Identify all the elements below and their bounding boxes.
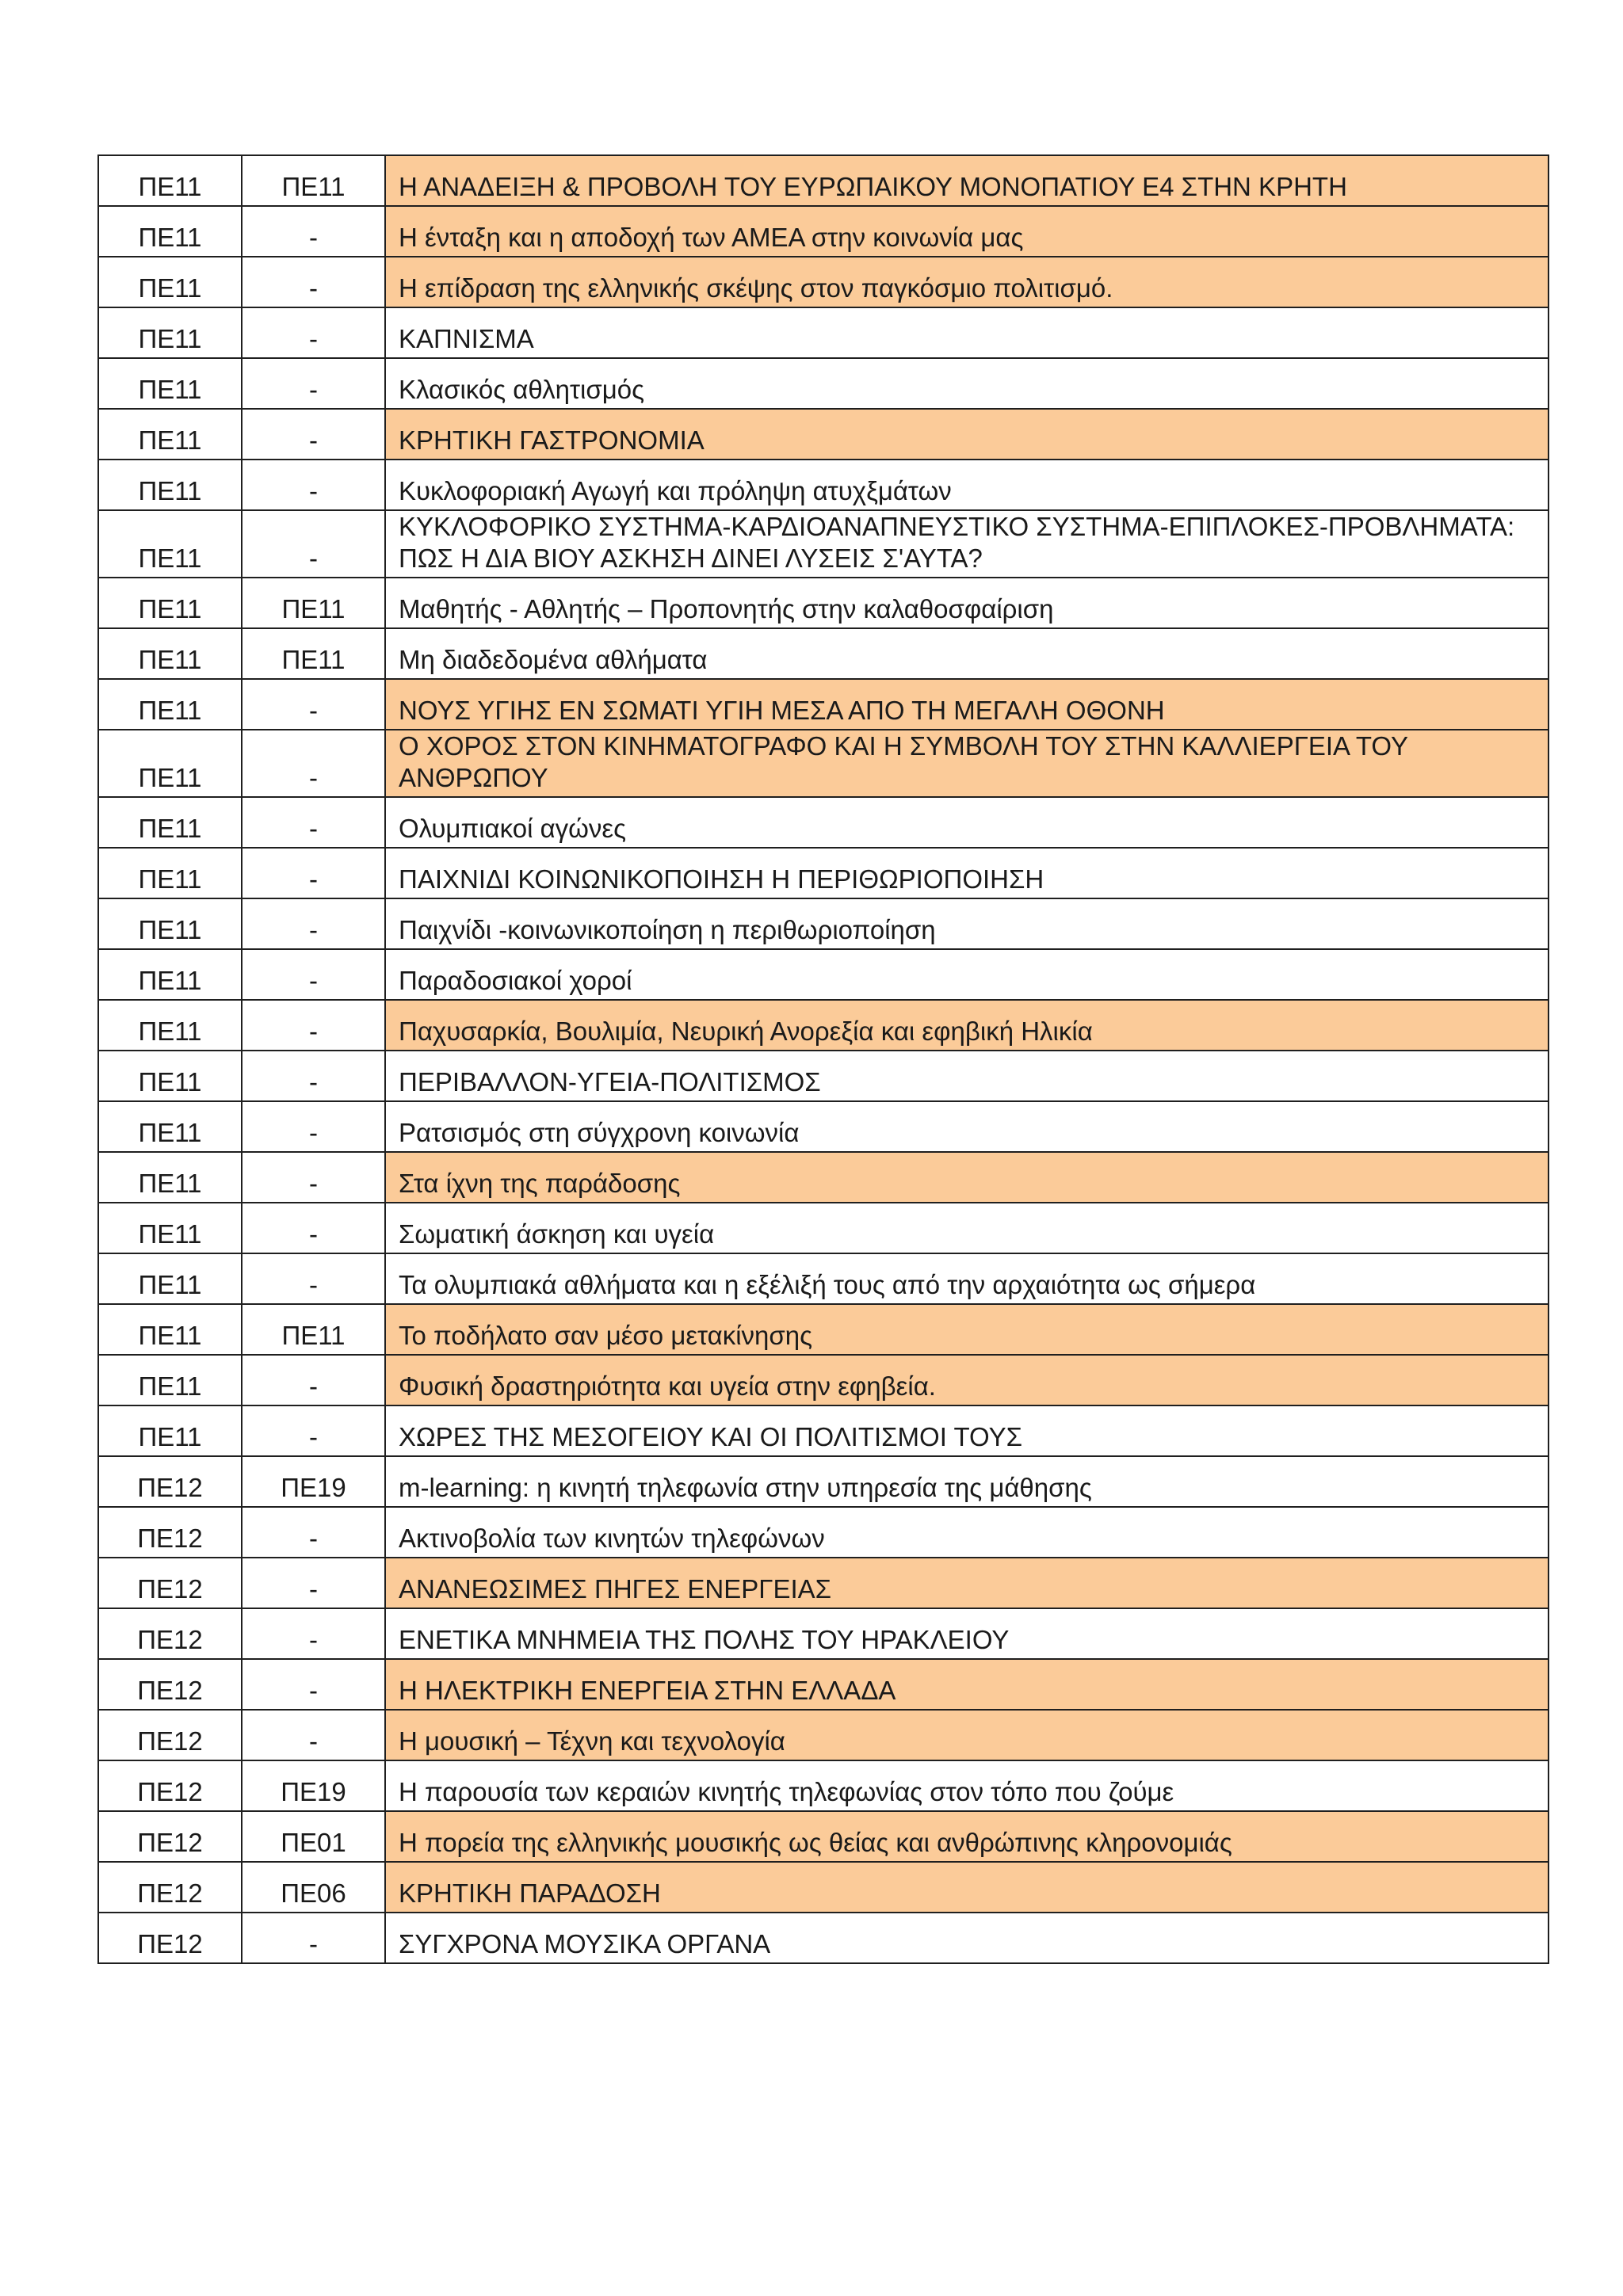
topic-title-cell: Η μουσική – Τέχνη και τεχνολογία [385, 1710, 1549, 1760]
primary-specialty-cell: ΠΕ11 [98, 1355, 242, 1405]
secondary-specialty-cell: - [242, 1051, 385, 1101]
table-row [98, 358, 1549, 409]
table-row [98, 1507, 1549, 1558]
secondary-specialty-cell: ΠΕ19 [242, 1456, 385, 1507]
topic-title-cell: Κλασικός αθλητισμός [385, 358, 1549, 409]
primary-specialty-cell: ΠΕ12 [98, 1558, 242, 1608]
primary-specialty-cell: ΠΕ11 [98, 898, 242, 949]
primary-specialty-cell: ΠΕ12 [98, 1507, 242, 1558]
secondary-specialty-cell: - [242, 949, 385, 1000]
topic-title-cell: Η παρουσία των κεραιών κινητής τηλεφωνίας στον τόπο που ζούμε [385, 1760, 1549, 1811]
topic-title-cell: Ο ΧΟΡΟΣ ΣΤΟΝ ΚΙΝΗΜΑΤΟΓΡΑΦΟ ΚΑΙ Η ΣΥΜΒΟΛΗ ΤΟΥ ΣΤΗΝ ΚΑΛΛΙΕΡΓΕΙΑ ΤΟΥ ΑΝΘΡΩΠΟΥ [385, 730, 1549, 797]
primary-specialty-cell: ΠΕ11 [98, 949, 242, 1000]
primary-specialty-cell: ΠΕ11 [98, 797, 242, 848]
secondary-specialty-cell: ΠΕ19 [242, 1760, 385, 1811]
topic-title-cell: ΠΕΡΙΒΑΛΛΟΝ-ΥΓΕΙΑ-ΠΟΛΙΤΙΣΜΟΣ [385, 1051, 1549, 1101]
topics-table [97, 154, 1549, 1964]
table-row [98, 155, 1549, 206]
primary-specialty-cell: ΠΕ12 [98, 1913, 242, 1963]
topic-title-cell: ΧΩΡΕΣ ΤΗΣ ΜΕΣΟΓΕΙΟΥ ΚΑΙ ΟΙ ΠΟΛΙΤΙΣΜΟΙ ΤΟΥΣ [385, 1405, 1549, 1456]
topic-title-cell: ΠΑΙΧΝΙΔΙ ΚΟΙΝΩΝΙΚΟΠΟΙΗΣΗ Η ΠΕΡΙΘΩΡΙΟΠΟΙΗΣΗ [385, 848, 1549, 898]
secondary-specialty-cell: - [242, 257, 385, 307]
topic-title-cell: ΕΝΕΤΙΚΑ ΜΝΗΜΕΙΑ ΤΗΣ ΠΟΛΗΣ ΤΟΥ ΗΡΑΚΛΕΙΟΥ [385, 1608, 1549, 1659]
topic-title-cell: Ολυμπιακοί αγώνες [385, 797, 1549, 848]
table-row [98, 409, 1549, 460]
primary-specialty-cell: ΠΕ12 [98, 1811, 242, 1862]
secondary-specialty-cell: ΠΕ11 [242, 155, 385, 206]
secondary-specialty-cell: - [242, 460, 385, 510]
primary-specialty-cell: ΠΕ11 [98, 307, 242, 358]
table-row [98, 1760, 1549, 1811]
topic-title-cell: Ρατσισμός στη σύγχρονη κοινωνία [385, 1101, 1549, 1152]
secondary-specialty-cell: - [242, 1558, 385, 1608]
secondary-specialty-cell: - [242, 1507, 385, 1558]
primary-specialty-cell: ΠΕ11 [98, 848, 242, 898]
primary-specialty-cell: ΠΕ11 [98, 679, 242, 730]
topic-title-cell: Παιχνίδι -κοινωνικοποίηση η περιθωριοποίηση [385, 898, 1549, 949]
secondary-specialty-cell: - [242, 1101, 385, 1152]
primary-specialty-cell: ΠΕ11 [98, 1051, 242, 1101]
primary-specialty-cell: ΠΕ11 [98, 1203, 242, 1253]
topic-title-cell: ΚΡΗΤΙΚΗ ΠΑΡΑΔΟΣΗ [385, 1862, 1549, 1913]
secondary-specialty-cell: - [242, 1203, 385, 1253]
table-row [98, 1862, 1549, 1913]
table-row [98, 460, 1549, 510]
topic-title-cell: Κυκλοφοριακή Αγωγή και πρόληψη ατυχξμάτων [385, 460, 1549, 510]
topic-title-cell: Φυσική δραστηριότητα και υγεία στην εφηβεία. [385, 1355, 1549, 1405]
secondary-specialty-cell: - [242, 1405, 385, 1456]
secondary-specialty-cell: - [242, 1710, 385, 1760]
table-row [98, 1203, 1549, 1253]
primary-specialty-cell: ΠΕ11 [98, 1253, 242, 1304]
topic-title-cell: Ακτινοβολία των κινητών τηλεφώνων [385, 1507, 1549, 1558]
topic-title-cell: Η ΑΝΑΔΕΙΞΗ & ΠΡΟΒΟΛΗ ΤΟΥ ΕΥΡΩΠΑΙΚΟΥ ΜΟΝΟΠΑΤΙΟΥ Ε4 ΣΤΗΝ ΚΡΗΤΗ [385, 155, 1549, 206]
secondary-specialty-cell: - [242, 679, 385, 730]
secondary-specialty-cell: - [242, 409, 385, 460]
table-row [98, 206, 1549, 257]
table-row [98, 679, 1549, 730]
primary-specialty-cell: ΠΕ12 [98, 1659, 242, 1710]
secondary-specialty-cell: ΠΕ11 [242, 578, 385, 628]
primary-specialty-cell: ΠΕ11 [98, 1101, 242, 1152]
secondary-specialty-cell: ΠΕ11 [242, 1304, 385, 1355]
topic-title-cell: Τα ολυμπιακά αθλήματα και η εξέλιξή τους από την αρχαιότητα ως σήμερα [385, 1253, 1549, 1304]
table-row [98, 1558, 1549, 1608]
primary-specialty-cell: ΠΕ11 [98, 358, 242, 409]
topic-title-cell: Η επίδραση της ελληνικής σκέψης στον παγκόσμιο πολιτισμό. [385, 257, 1549, 307]
primary-specialty-cell: ΠΕ12 [98, 1760, 242, 1811]
secondary-specialty-cell: - [242, 307, 385, 358]
topic-title-cell: Το ποδήλατο σαν μέσο μετακίνησης [385, 1304, 1549, 1355]
topic-title-cell: Η ένταξη και η αποδοχή των ΑΜΕΑ στην κοινωνία μας [385, 206, 1549, 257]
table-row [98, 848, 1549, 898]
topics-table-body [98, 155, 1549, 1963]
secondary-specialty-cell: ΠΕ11 [242, 628, 385, 679]
secondary-specialty-cell: - [242, 358, 385, 409]
table-row [98, 1152, 1549, 1203]
table-row [98, 1101, 1549, 1152]
primary-specialty-cell: ΠΕ12 [98, 1710, 242, 1760]
primary-specialty-cell: ΠΕ11 [98, 460, 242, 510]
primary-specialty-cell: ΠΕ12 [98, 1862, 242, 1913]
secondary-specialty-cell: - [242, 730, 385, 797]
primary-specialty-cell: ΠΕ11 [98, 578, 242, 628]
table-row [98, 1355, 1549, 1405]
primary-specialty-cell: ΠΕ12 [98, 1608, 242, 1659]
secondary-specialty-cell: - [242, 1913, 385, 1963]
table-row [98, 1253, 1549, 1304]
table-row [98, 628, 1549, 679]
topic-title-cell: ΝΟΥΣ ΥΓΙΗΣ ΕΝ ΣΩΜΑΤΙ ΥΓΙΗ ΜΕΣΑ ΑΠΟ ΤΗ ΜΕΓΑΛΗ ΟΘΟΝΗ [385, 679, 1549, 730]
table-row [98, 1659, 1549, 1710]
topic-title-cell: Παχυσαρκία, Βουλιμία, Νευρική Ανορεξία και εφηβική Ηλικία [385, 1000, 1549, 1051]
topic-title-cell: Στα ίχνη της παράδοσης [385, 1152, 1549, 1203]
primary-specialty-cell: ΠΕ11 [98, 1304, 242, 1355]
table-row [98, 1456, 1549, 1507]
topic-title-cell: Μαθητής - Αθλητής – Προπονητής στην καλαθοσφαίριση [385, 578, 1549, 628]
secondary-specialty-cell: - [242, 206, 385, 257]
topic-title-cell: ΚΡΗΤΙΚΗ ΓΑΣΤΡΟΝΟΜΙΑ [385, 409, 1549, 460]
table-row [98, 578, 1549, 628]
table-row [98, 949, 1549, 1000]
table-row [98, 898, 1549, 949]
primary-specialty-cell: ΠΕ11 [98, 155, 242, 206]
primary-specialty-cell: ΠΕ11 [98, 206, 242, 257]
secondary-specialty-cell: - [242, 1152, 385, 1203]
primary-specialty-cell: ΠΕ11 [98, 409, 242, 460]
secondary-specialty-cell: ΠΕ06 [242, 1862, 385, 1913]
secondary-specialty-cell: - [242, 1253, 385, 1304]
topic-title-cell: m-learning: η κινητή τηλεφωνία στην υπηρεσία της μάθησης [385, 1456, 1549, 1507]
topic-title-cell: ΚΑΠΝΙΣΜΑ [385, 307, 1549, 358]
topic-title-cell: ΚΥΚΛΟΦΟΡΙΚΟ ΣΥΣΤΗΜΑ-ΚΑΡΔΙΟΑΝΑΠΝΕΥΣΤΙΚΟ ΣΥΣΤΗΜΑ-ΕΠΙΠΛΟΚΕΣ-ΠΡΟΒΛΗΜΑΤΑ: ΠΩΣ Η ΔΙΑ ΒΙΟΥ ΑΣΚΗΣΗ ΔΙΝΕΙ ΛΥΣΕΙΣ Σ'ΑΥΤΑ? [385, 510, 1549, 578]
secondary-specialty-cell: - [242, 1608, 385, 1659]
primary-specialty-cell: ΠΕ11 [98, 1152, 242, 1203]
secondary-specialty-cell: - [242, 898, 385, 949]
topic-title-cell: Μη διαδεδομένα αθλήματα [385, 628, 1549, 679]
secondary-specialty-cell: - [242, 1000, 385, 1051]
table-row [98, 1710, 1549, 1760]
primary-specialty-cell: ΠΕ11 [98, 1405, 242, 1456]
primary-specialty-cell: ΠΕ11 [98, 1000, 242, 1051]
secondary-specialty-cell: ΠΕ01 [242, 1811, 385, 1862]
table-row [98, 1304, 1549, 1355]
table-row [98, 1608, 1549, 1659]
table-row [98, 307, 1549, 358]
primary-specialty-cell: ΠΕ11 [98, 257, 242, 307]
secondary-specialty-cell: - [242, 797, 385, 848]
secondary-specialty-cell: - [242, 848, 385, 898]
primary-specialty-cell: ΠΕ11 [98, 730, 242, 797]
table-row [98, 1811, 1549, 1862]
table-row [98, 1913, 1549, 1963]
primary-specialty-cell: ΠΕ11 [98, 510, 242, 578]
table-row [98, 730, 1549, 797]
table-row [98, 1051, 1549, 1101]
secondary-specialty-cell: - [242, 510, 385, 578]
topic-title-cell: Σωματική άσκηση και υγεία [385, 1203, 1549, 1253]
topic-title-cell: Παραδοσιακοί χοροί [385, 949, 1549, 1000]
topic-title-cell: ΣΥΓΧΡΟΝΑ ΜΟΥΣΙΚΑ ΟΡΓΑΝΑ [385, 1913, 1549, 1963]
table-row [98, 1000, 1549, 1051]
table-row [98, 510, 1549, 578]
primary-specialty-cell: ΠΕ12 [98, 1456, 242, 1507]
secondary-specialty-cell: - [242, 1659, 385, 1710]
table-row [98, 797, 1549, 848]
topic-title-cell: ΑΝΑΝΕΩΣΙΜΕΣ ΠΗΓΕΣ ΕΝΕΡΓΕΙΑΣ [385, 1558, 1549, 1608]
secondary-specialty-cell: - [242, 1355, 385, 1405]
topic-title-cell: Η ΗΛΕΚΤΡΙΚΗ ΕΝΕΡΓΕΙΑ ΣΤΗΝ ΕΛΛΑΔΑ [385, 1659, 1549, 1710]
table-row [98, 1405, 1549, 1456]
topic-title-cell: Η πορεία της ελληνικής μουσικής ως θείας και ανθρώπινης κληρονομιάς [385, 1811, 1549, 1862]
primary-specialty-cell: ΠΕ11 [98, 628, 242, 679]
table-row [98, 257, 1549, 307]
